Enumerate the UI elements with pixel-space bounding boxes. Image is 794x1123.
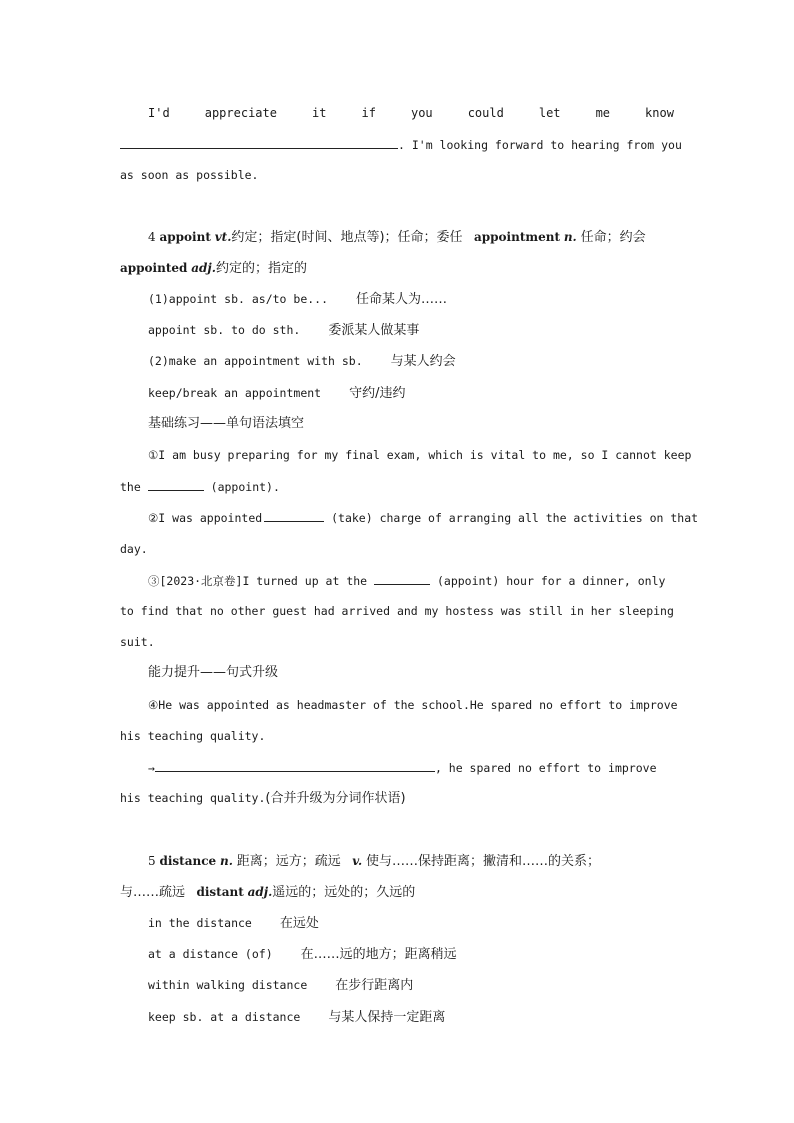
question-1-line-1: ①I am busy preparing for my final exam, which is vital to me, so I cannot keep: [148, 448, 692, 462]
answer-blank[interactable]: [264, 509, 324, 522]
text: , he spared no effort to improve: [434, 761, 657, 775]
word: me: [595, 106, 611, 120]
headword: appoint: [159, 230, 211, 244]
meaning: 约定的；指定的: [215, 261, 307, 276]
question-2-line-1: [148, 509, 698, 526]
instruction: (合并升级为分词作状语): [265, 791, 406, 806]
part-of-speech: vt.: [214, 230, 232, 244]
phrase-en: (1)appoint sb. as/to be...: [148, 292, 329, 306]
phrase-en: (2)make an appointment with sb.: [148, 354, 363, 368]
question-3-line-1: [148, 572, 665, 589]
part-of-speech: adj.: [191, 261, 216, 275]
entry-4-header: [148, 229, 646, 246]
text: the: [120, 480, 141, 494]
headword: distance: [159, 854, 217, 868]
phrase-row: [148, 322, 419, 339]
answer-blank[interactable]: [155, 759, 435, 772]
answer-blank[interactable]: [120, 136, 398, 149]
phrase-cn: 在远处: [279, 916, 319, 931]
meaning: 约定；指定(时间、地点等)；任命；委任: [231, 230, 463, 245]
part-of-speech: v.: [352, 854, 363, 868]
part-of-speech: adj.: [247, 885, 273, 899]
question-4-line-3: [148, 759, 657, 776]
phrase-cn: 与某人保持一定距离: [328, 1010, 446, 1025]
text: (appoint) hour for a dinner, only: [436, 574, 666, 588]
derived-word: appointed: [120, 261, 188, 275]
derived-word: appointment: [474, 230, 560, 244]
derived-word: distant: [196, 885, 244, 899]
answer-blank[interactable]: [374, 572, 430, 585]
phrase-row: [148, 291, 447, 308]
question-3-line-2: to find that no other guest had arrived and my hostess was still in her sleeping: [120, 604, 674, 618]
meaning: 与……疏远: [120, 885, 186, 900]
phrase-cn: 在步行距离内: [335, 978, 414, 993]
meaning: 距离；远方；疏远: [236, 854, 341, 869]
text: ③[2023·北京卷]I turned up at the: [148, 574, 368, 588]
phrase-en: at a distance (of): [148, 947, 273, 961]
word: could: [467, 106, 504, 120]
word: let: [538, 106, 561, 120]
text: his teaching quality.: [120, 791, 266, 805]
phrase-cn: 与某人约会: [390, 354, 456, 369]
question-4-line-1: ④He was appointed as headmaster of the school.He spared no effort to improve: [148, 698, 678, 712]
text: ②I was appointed: [148, 511, 263, 525]
text: (appoint).: [210, 480, 280, 494]
question-4-line-2: his teaching quality.: [120, 729, 266, 743]
sentence-tail: . I'm looking forward to hearing from you: [398, 138, 682, 152]
word: know: [645, 106, 674, 120]
question-3-line-3: suit.: [120, 635, 155, 649]
entry-4-header-cont: [120, 260, 307, 277]
meaning: 遥远的；远处的；久远的: [272, 885, 416, 900]
text: (take) charge of arranging all the activities on that: [331, 511, 699, 525]
entry-5-header: [148, 853, 600, 870]
word: if: [361, 106, 376, 120]
phrase-en: within walking distance: [148, 978, 308, 992]
answer-blank[interactable]: [148, 478, 204, 491]
entry-number: 5: [148, 854, 156, 868]
phrase-cn: 委派某人做某事: [328, 323, 420, 338]
question-2-line-2: day.: [120, 542, 148, 556]
phrase-cn: 任命某人为……: [356, 292, 448, 307]
letter-ending-line-2: [120, 136, 682, 153]
phrase-en: keep/break an appointment: [148, 386, 322, 400]
section-heading-advanced: 能力提升——句式升级: [148, 665, 279, 680]
phrase-row: [148, 1009, 445, 1026]
phrase-cn: 在……远的地方；距离稍远: [300, 947, 457, 962]
phrase-cn: 守约/违约: [349, 386, 406, 401]
arrow-icon: →: [148, 761, 155, 775]
entry-number: 4: [148, 230, 156, 244]
part-of-speech: n.: [220, 854, 233, 868]
part-of-speech: n.: [563, 230, 577, 244]
meaning: 任命；约会: [580, 230, 646, 245]
section-heading-basic: 基础练习——单句语法填空: [148, 416, 305, 431]
question-1-line-2: [120, 478, 280, 495]
word: I'd: [148, 106, 170, 120]
entry-5-header-cont: [120, 884, 415, 901]
phrase-en: keep sb. at a distance: [148, 1010, 301, 1024]
letter-ending-line-3: as soon as possible.: [120, 168, 259, 182]
question-4-line-4: [120, 790, 406, 807]
phrase-en: appoint sb. to do sth.: [148, 323, 301, 337]
phrase-row: [148, 915, 319, 932]
phrase-row: [148, 353, 456, 370]
phrase-row: [148, 977, 413, 994]
meaning: 使与……保持距离；撇清和……的关系；: [365, 854, 600, 869]
phrase-row: [148, 385, 405, 402]
phrase-row: [148, 946, 457, 963]
word: it: [312, 106, 327, 120]
phrase-en: in the distance: [148, 916, 252, 930]
word: appreciate: [204, 106, 277, 120]
word: you: [410, 106, 433, 120]
letter-ending-line-1: [148, 105, 674, 121]
